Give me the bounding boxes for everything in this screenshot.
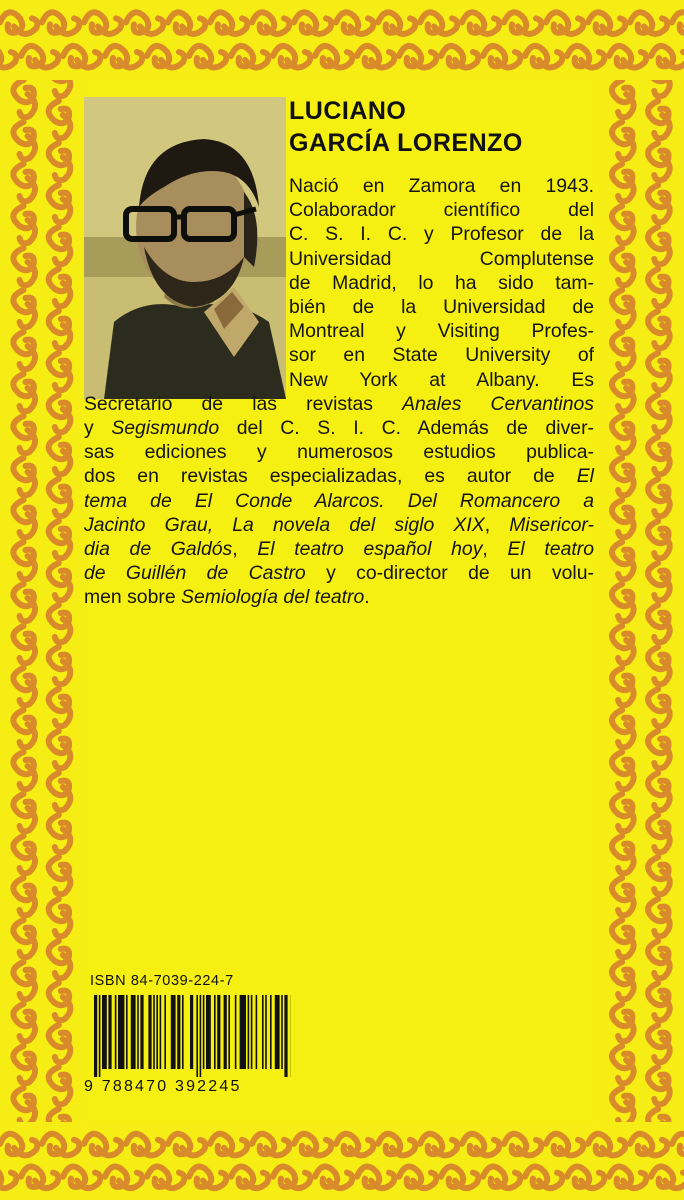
bio-text: , [232, 538, 258, 561]
barcode-bar [94, 995, 97, 1077]
bio-line [84, 464, 594, 488]
barcode-bar [182, 995, 184, 1069]
ornament-border-right [598, 80, 684, 1122]
barcode-bar [137, 995, 139, 1069]
barcode-bar [262, 995, 264, 1069]
barcode-bar [214, 995, 216, 1069]
book-title: Semiología del teatro [181, 586, 365, 609]
bio-line: Nació en Zamora en 1943. [289, 175, 594, 197]
barcode-bar [200, 995, 202, 1077]
barcode-bar [284, 995, 287, 1077]
ornament-border-top [0, 0, 684, 80]
bio-line: Universidad Complutense [289, 247, 594, 270]
barcode-bar [156, 995, 158, 1069]
barcode-bar [115, 995, 117, 1069]
barcode-bar [140, 995, 143, 1069]
book-title: Misericor- [509, 513, 594, 536]
barcode-bar [251, 995, 253, 1069]
barcode-bar [196, 995, 198, 1077]
barcode-bar [248, 995, 250, 1069]
bio-line: bién de la Universidad de [289, 296, 594, 319]
author-last-name: GARCÍA LORENZO [289, 129, 523, 157]
book-title: dia de Galdós [84, 538, 233, 561]
barcode [90, 995, 291, 1077]
barcode-number: 9 788470 392245 [84, 1078, 242, 1095]
bio-text: . [364, 586, 370, 609]
barcode-bar [171, 995, 176, 1069]
bio-text: del C. S. I. C. Además de diver- [219, 417, 594, 440]
bio-line [84, 392, 594, 416]
barcode-bar [148, 995, 151, 1069]
book-title: El teatro español hoy [257, 538, 483, 561]
barcode-bar [108, 995, 111, 1069]
bio-text: dos en revistas especializadas, es autor de [84, 465, 577, 488]
journal-title: Segismundo [111, 417, 220, 440]
journal-title: Anales Cervantinos [402, 392, 594, 415]
author-name [289, 95, 594, 159]
barcode-bar [102, 995, 107, 1069]
content-panel [84, 80, 598, 1122]
bio-line: de Madrid, lo ha sido tam- [289, 271, 594, 294]
isbn-label: ISBN 84-7039-224-7 [90, 973, 234, 989]
barcode-bar [270, 995, 272, 1069]
barcode-bar [217, 995, 220, 1069]
barcode-bar [275, 995, 280, 1069]
barcode-bar [164, 995, 166, 1069]
barcode-bar [235, 995, 237, 1069]
author-first-name: LUCIANO [289, 97, 407, 125]
barcode-bar [240, 995, 246, 1069]
bio-line: Colaborador científico del [289, 199, 594, 222]
bio-text: Secretario de las revistas [84, 392, 403, 415]
bio-line: sor en State University of [289, 344, 594, 367]
bio-line [84, 513, 594, 537]
bio-line [84, 585, 594, 609]
book-title: Jacinto Grau, La novela del siglo XIX [84, 513, 485, 536]
barcode-bar [177, 995, 180, 1069]
bio-line: C. S. I. C. y Profesor de la [289, 223, 594, 246]
bio-line [84, 416, 594, 440]
bio-text: y co-director de un volu- [305, 562, 594, 585]
bio-text: men sobre [84, 586, 182, 609]
bio-line [84, 537, 594, 561]
barcode-bar [281, 995, 283, 1069]
book-title: El teatro [507, 538, 594, 561]
barcode-bar [203, 995, 205, 1069]
bio-line [84, 561, 594, 585]
bio-line: Montreal y Visiting Profes- [289, 320, 594, 343]
bio-line: New York at Albany. Es [289, 368, 594, 391]
book-title: El [576, 465, 594, 488]
bio-line: sas ediciones y numerosos estudios publica- [84, 441, 594, 464]
bio-text: , [482, 538, 508, 561]
barcode-bar [190, 995, 193, 1069]
barcode-bar [99, 995, 101, 1077]
book-title: tema de El Conde Alarcos. Del Romancero a [84, 489, 594, 512]
barcode-bar [224, 995, 227, 1069]
barcode-bar [118, 995, 124, 1069]
barcode-bar [131, 995, 136, 1069]
bio-line [84, 489, 594, 513]
bio-text: , [484, 513, 510, 536]
author-biography [84, 174, 594, 610]
barcode-bar [126, 995, 128, 1069]
barcode-bar [256, 995, 258, 1069]
ornament-border-left [0, 80, 84, 1122]
barcode-bar [206, 995, 211, 1069]
book-title: de Guillén de Castro [84, 562, 306, 585]
barcode-bar [265, 995, 267, 1069]
barcode-bar [228, 995, 230, 1069]
barcode-bar [160, 995, 162, 1069]
barcode-bar [153, 995, 155, 1069]
ornament-border-bottom [0, 1122, 684, 1200]
bio-text: y [84, 417, 112, 440]
